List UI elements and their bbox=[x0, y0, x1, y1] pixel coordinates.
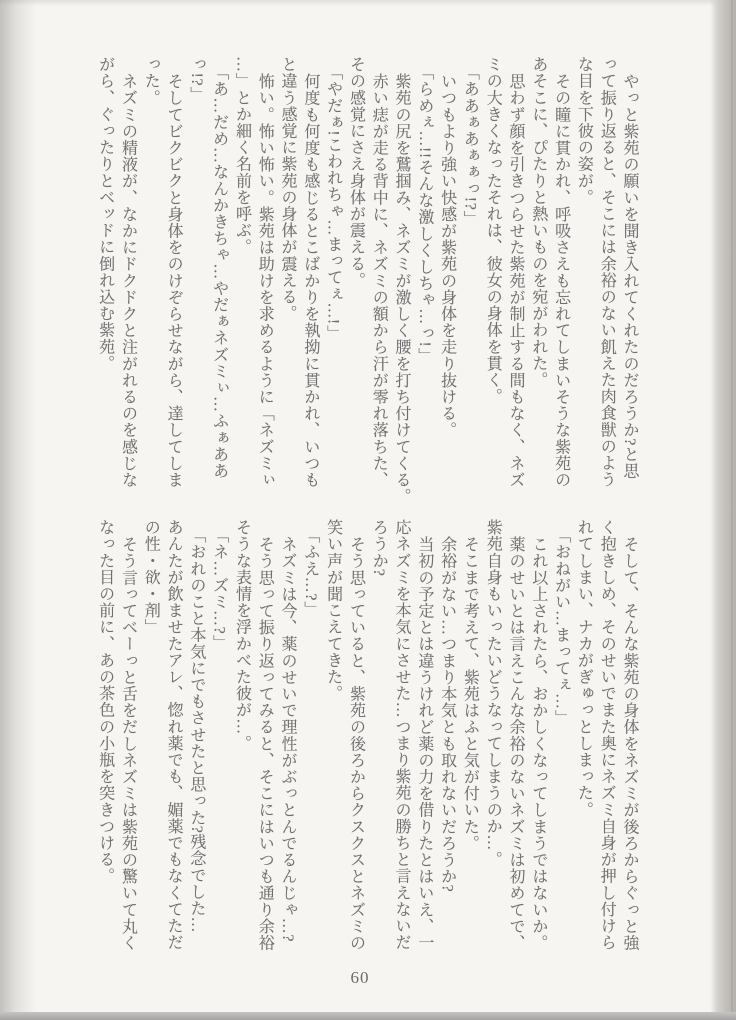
text-line: そう思っていると、紫苑の後ろからクスクスとネズミの bbox=[347, 536, 365, 951]
text-line: ろうか? bbox=[370, 519, 388, 577]
scan-edge-top bbox=[0, 0, 736, 6]
text-line: 「らめぇ…!!そんな激しくしちゃ…っ!」 bbox=[415, 64, 433, 364]
text-line: いつもより強い快感が紫苑の身体を走り抜ける。 bbox=[438, 73, 456, 439]
text-line: れてしまい、ナカがぎゅっとしまった。 bbox=[575, 519, 593, 818]
text-line: あんたが飲ませたアレ、惚れ薬でも、媚薬でもなくてただ bbox=[165, 519, 183, 951]
text-line: …」とか細く名前を呼ぶ。 bbox=[233, 56, 251, 256]
text-line: く抱きしめ、そのせいでまた奥にネズミ自身が押し付けら bbox=[598, 519, 616, 951]
text-line: った。 bbox=[142, 56, 160, 106]
text-line: 思わず顔を引きつらせた紫苑が制止する間もなく、ネズ bbox=[507, 73, 525, 488]
text-line: 「ああぁあぁぁっ!?」 bbox=[461, 64, 479, 228]
text-line: 「おれのこと本気にでもさせたと思った?残念でした… bbox=[187, 527, 205, 934]
text-line: 「おねがい…まってぇ…」 bbox=[552, 527, 570, 727]
text-line: 余裕がない…つまり本気とも取れないだろうか? bbox=[438, 536, 456, 893]
text-line: 紫苑の尻を鷲掴み、ネズミが激しく腰を打ち付けてくる。 bbox=[393, 73, 411, 505]
text-line: と違う感覚に紫苑の身体が震える。 bbox=[279, 56, 297, 322]
text-line: 「あ…だめ…なんかきちゃ…やだぁネズミぃ…ふぁああ bbox=[210, 64, 228, 479]
lower-text-block bbox=[93, 519, 640, 971]
upper-text-block bbox=[93, 56, 640, 508]
text-line: そうな表情を浮かべた彼が…。 bbox=[233, 519, 251, 752]
text-line: 「ネ…ズミ…?」 bbox=[210, 527, 228, 651]
text-line: あそこに、ぴたりと熱いものを宛がわれた。 bbox=[529, 56, 547, 388]
text-line: これ以上されたら、おかしくなってしまうではないか。 bbox=[529, 536, 547, 951]
text-line: 赤い痣が走る背中に、ネズミの額から汗が零れ落ちた、 bbox=[370, 73, 388, 488]
text-line: っ!?」 bbox=[187, 56, 205, 103]
text-line: ネズミの精液が、なかにドクドクと注がれるのを感じな bbox=[119, 73, 137, 488]
text-line: そう思って振り返ってみると、そこにはいつも通り余裕 bbox=[256, 536, 274, 951]
text-line: そして、そんな紫苑の身体をネズミが後ろからぐっと強 bbox=[621, 536, 638, 951]
text-line: って振り返ると、そこには余裕のない飢えた肉食獣のよう bbox=[598, 56, 616, 488]
text-line: そしてビクビクと身体をのけぞらせながら、達してしま bbox=[165, 73, 183, 488]
scan-edge-left bbox=[0, 0, 36, 1020]
text-line: な目を下彼の姿が。 bbox=[575, 56, 593, 206]
text-line: 当初の予定とは違うけれど薬の力を借りたとはいえ、一 bbox=[415, 536, 433, 951]
text-line: 紫苑自身もいったいどうなってしまうのか…。 bbox=[484, 519, 502, 868]
text-line: 笑い声が聞こえてきた。 bbox=[324, 519, 342, 702]
text-line: 「やだぁ!こわれちゃ…まってぇ…!」 bbox=[324, 64, 342, 342]
scan-edge-right-binding bbox=[710, 0, 736, 1020]
text-line: その感覚にさえ身体が震える。 bbox=[347, 56, 365, 289]
text-line: ミの大きくなったそれは、彼女の身体を貫く。 bbox=[484, 56, 502, 405]
text-line: の性・欲・剤」 bbox=[142, 519, 160, 636]
text-line: 何度も何度も感じるとこばかりを執拗に貫かれ、いつも bbox=[301, 73, 319, 488]
text-line: 怖い。怖い怖い。紫苑は助けを求めるように「ネズミぃ bbox=[256, 73, 274, 488]
text-line: 薬のせいとは言えこんな余裕のないネズミは初めてで、 bbox=[507, 536, 525, 951]
text-line: やっと紫苑の願いを聞き入れてくれたのだろうか?と思 bbox=[621, 73, 638, 480]
scan-edge-bottom bbox=[0, 1012, 736, 1020]
text-line: 「ふえ…?」 bbox=[301, 527, 319, 618]
text-line: そう言ってベーっと舌をだしネズミは紫苑の驚いて丸く bbox=[119, 536, 137, 951]
text-line: その瞳に貫かれ、呼吸さえも忘れてしまいそうな紫苑の bbox=[552, 73, 570, 488]
text-line: なった目の前に、あの茶色の小瓶を突きつける。 bbox=[96, 519, 114, 885]
page-number: 60 bbox=[350, 968, 370, 987]
text-line: そこまで考えて、紫苑はふと気が付いた。 bbox=[461, 536, 479, 852]
text-line: 応ネズミを本気にさせた…つまり紫苑の勝ちと言えないだ bbox=[393, 519, 411, 951]
text-line: ネズミは今、薬のせいで理性がぶっとんでるんじゃ…? bbox=[279, 536, 297, 943]
text-line: がら、ぐったりとベッドに倒れ込む紫苑。 bbox=[96, 56, 114, 372]
